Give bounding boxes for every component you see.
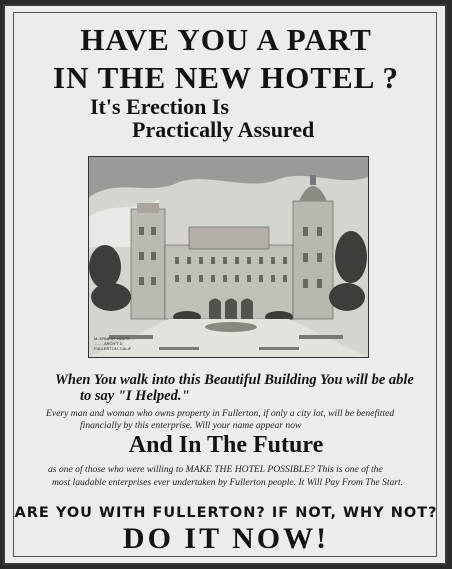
subhead-line-1: It's Erection Is bbox=[90, 94, 229, 119]
lead-line-2: to say "I Helped." bbox=[80, 388, 190, 404]
body-text-line-1: Every man and woman who owns property in Fullerton, if only a city lot, will be benefitted bbox=[46, 408, 395, 419]
headline-line-2: IN THE NEW HOTEL ? bbox=[53, 60, 399, 95]
body-text-line-2: financially by this enterprise. Will your name appear now bbox=[80, 420, 302, 431]
and-in-the-future: And In The Future bbox=[128, 432, 324, 458]
hotel-drawing bbox=[89, 157, 368, 357]
lead-line-1: When You walk into this Beautiful Building You will be able bbox=[55, 372, 414, 388]
body-text-line-4: most laudable enterprises ever undertaken by Fullerton people. It Will Pay From The Start. bbox=[52, 477, 404, 488]
body-text-line-3: as one of those who were willing to MAKE THE HOTEL POSSIBLE? This is one of the bbox=[48, 464, 383, 475]
subhead-line-2: Practically Assured bbox=[132, 117, 315, 142]
headline-line-1: HAVE YOU A PART bbox=[80, 22, 372, 57]
architect-caption: M. ERNEST HOLTZ..... .........ARCH'T D FULLERTON, CALIF. bbox=[94, 336, 136, 351]
hotel-illustration bbox=[88, 156, 369, 358]
do-it-now: DO IT NOW! bbox=[122, 522, 330, 555]
slogan: ARE YOU WITH FULLERTON? IF NOT, WHY NOT? bbox=[14, 505, 438, 521]
